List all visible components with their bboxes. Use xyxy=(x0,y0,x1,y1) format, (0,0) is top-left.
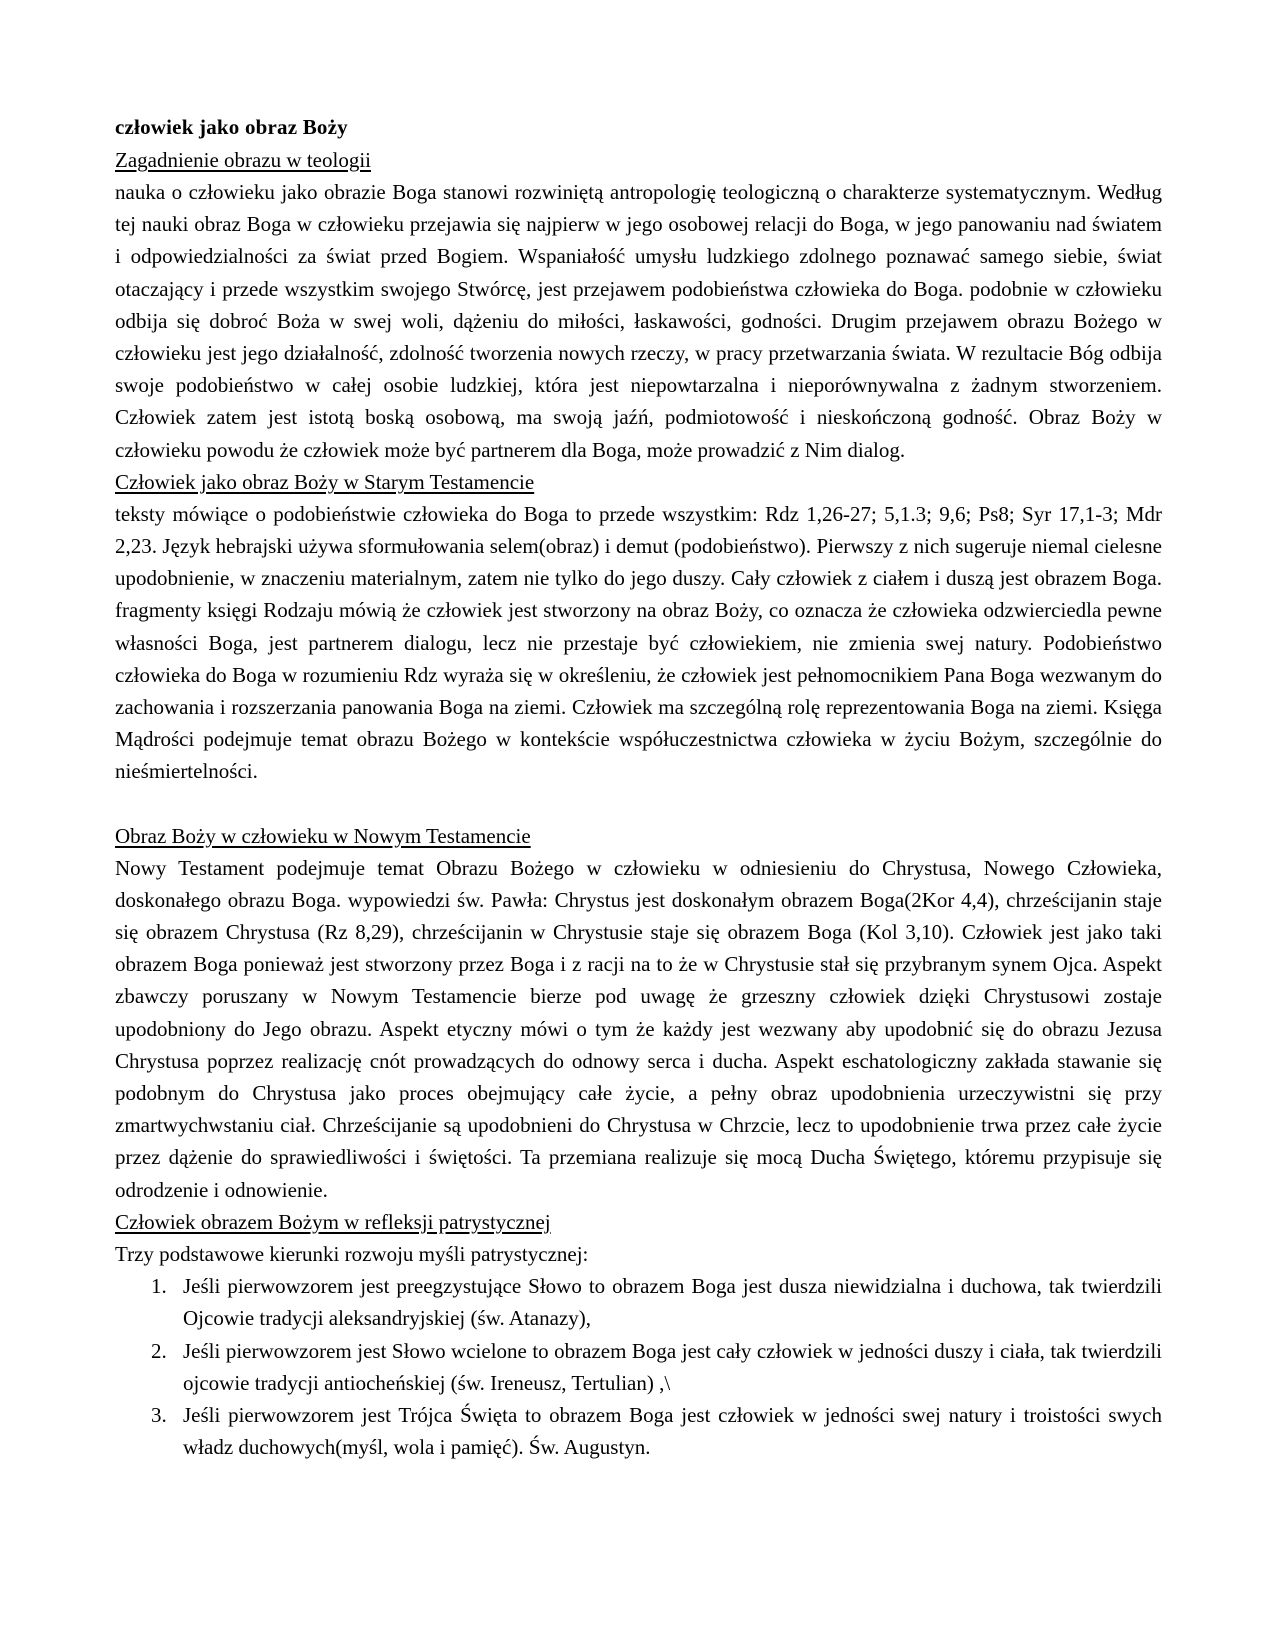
section-heading-stary-testament xyxy=(115,466,1162,498)
section-heading-stary-testament-label: Człowiek jako obraz Boży w Starym Testamencie xyxy=(115,469,535,494)
section-heading-nowy-testament xyxy=(115,820,1162,852)
section-heading-patrystyka xyxy=(115,1206,1162,1238)
list-item xyxy=(115,1399,1162,1463)
list-item xyxy=(115,1335,1162,1399)
paragraph-spacer xyxy=(115,788,1162,820)
patristic-directions-list xyxy=(115,1270,1162,1463)
paragraph-patrystyka-intro: Trzy podstawowe kierunki rozwoju myśli patrystycznej: xyxy=(115,1241,589,1266)
list-item-text: Jeśli pierwowzorem jest Trójca Święta to obrazem Boga jest człowiek w jedności swej natury i troistości swych władz duchowych(myśl, wola i pamięć). Św. Augustyn. xyxy=(183,1402,1162,1460)
section-heading-patrystyka-label: Człowiek obrazem Bożym w refleksji patrystycznej xyxy=(115,1209,551,1234)
document-title: człowiek jako obraz Boży xyxy=(115,115,348,139)
paragraph-nowy-testament: Nowy Testament podejmuje temat Obrazu Bożego w człowieku w odniesieniu do Chrystusa, Nowego Człowieka, doskonałego obrazu Boga. wypowiedzi św. Pawła: Chrystus jest doskonałym obrazem Boga(2Kor 4,4), chrześcijanin staje się obrazem Chrystusa (Rz 8,29), chrześcijanin w Chrystusie staje się obrazem Boga (Kol 3,10). Człowiek jest jako taki obrazem Boga ponieważ jest stworzony przez Boga i z racji na to że w Chrystusie stał się przybranym synem Ojca. Aspekt zbawczy poruszany w Nowym Testamencie bierze pod uwagę że grzeszny człowiek dzięki Chrystusowi zostaje upodobniony do Jego obrazu. Aspekt etyczny mówi o tym że każdy jest wezwany aby upodobnić się do obrazu Jezusa Chrystusa poprzez realizację cnót prowadzących do odnowy serca i ducha. Aspekt eschatologiczny zakłada stawanie się podobnym do Chrystusa jako proces obejmujący całe życie, a pełny obraz upodobnienia urzeczywistni się przy zmartwychwstaniu ciał. Chrześcijanie są upodobnieni do Chrystusa w Chrzcie, lecz to upodobnienie trwa przez całe życie przez dążenie do sprawiedliwości i świętości. Ta przemiana realizuje się mocą Ducha Świętego, któremu przypisuje się odrodzenie i odnowienie. xyxy=(115,855,1162,1202)
section-heading-teologia-label: Zagadnienie obrazu w teologii xyxy=(115,148,371,172)
list-item xyxy=(115,1270,1162,1334)
section-heading-teologia xyxy=(115,144,1162,176)
paragraph-stary-testament: teksty mówiące o podobieństwie człowieka do Boga to przede wszystkim: Rdz 1,26-27; 5,1.3; 9,6; Ps8; Syr 17,1-3; Mdr 2,23. Język hebrajski używa sformułowania selem(obraz) i demut (podobieństwo). Pierwszy z nich sugeruje niemal cielesne upodobnienie, w znaczeniu materialnym, zatem nie tylko do jego duszy. Cały człowiek z ciałem i duszą jest obrazem Boga. fragmenty księgi Rodzaju mówią że człowiek jest stworzony na obraz Boży, co oznacza że człowieka odzwierciedla pewne własności Boga, jest partnerem dialogu, lecz nie przestaje być człowiekiem, nie zmienia swej natury. Podobieństwo człowieka do Boga w rozumieniu Rdz wyraża się w określeniu, że człowiek jest pełnomocnikiem Pana Boga wezwanym do zachowania i rozszerzania panowania Boga na ziemi. Człowiek ma szczególną rolę reprezentowania Boga na ziemi. Księga Mądrości podejmuje temat obrazu Bożego w kontekście współuczestnictwa człowieka w życiu Bożym, szczególnie do nieśmiertelności. xyxy=(115,501,1162,784)
list-item-text: Jeśli pierwowzorem jest preegzystujące Słowo to obrazem Boga jest dusza niewidzialna i duchowa, tak twierdzili Ojcowie tradycji aleksandryjskiej (św. Atanazy), xyxy=(183,1274,1162,1331)
section-heading-nowy-testament-label: Obraz Boży w człowieku w Nowym Testamencie xyxy=(115,823,531,848)
list-item-text: Jeśli pierwowzorem jest Słowo wcielone to obrazem Boga jest cały człowiek w jedności duszy i ciała, tak twierdzili ojcowie tradycji antiocheńskiej (św. Ireneusz, Tertulian) ,\ xyxy=(183,1338,1162,1395)
paragraph-teologia: nauka o człowieku jako obrazie Boga stanowi rozwiniętą antropologię teologiczną o charakterze systematycznym. Według tej nauki obraz Boga w człowieku przejawia się najpierw w jego osobowej relacji do Boga, w jego panowaniu nad światem i odpowiedzialności za świat przed Bogiem. Wspaniałość umysłu ludzkiego zdolnego poznawać samego siebie, świat otaczający i przede wszystkim swojego Stwórcę, jest przejawem podobieństwa człowieka do Boga. podobnie w człowieku odbija się dobroć Boża w swej woli, dążeniu do miłości, łaskawości, godności. Drugim przejawem obrazu Bożego w człowieku jest jego działalność, zdolność tworzenia nowych rzeczy, w pracy przetwarzania świata. W rezultacie Bóg odbija swoje podobieństwo w całej osobie ludzkiej, która jest niepowtarzalna i nieporównywalna z żadnym stworzeniem. Człowiek zatem jest istotą boską osobową, ma swoją jaźń, podmiotowość i nieskończoną godność. Obraz Boży w człowieku powodu że człowiek może być partnerem dla Boga, może prowadzić z Nim dialog. xyxy=(115,180,1162,462)
